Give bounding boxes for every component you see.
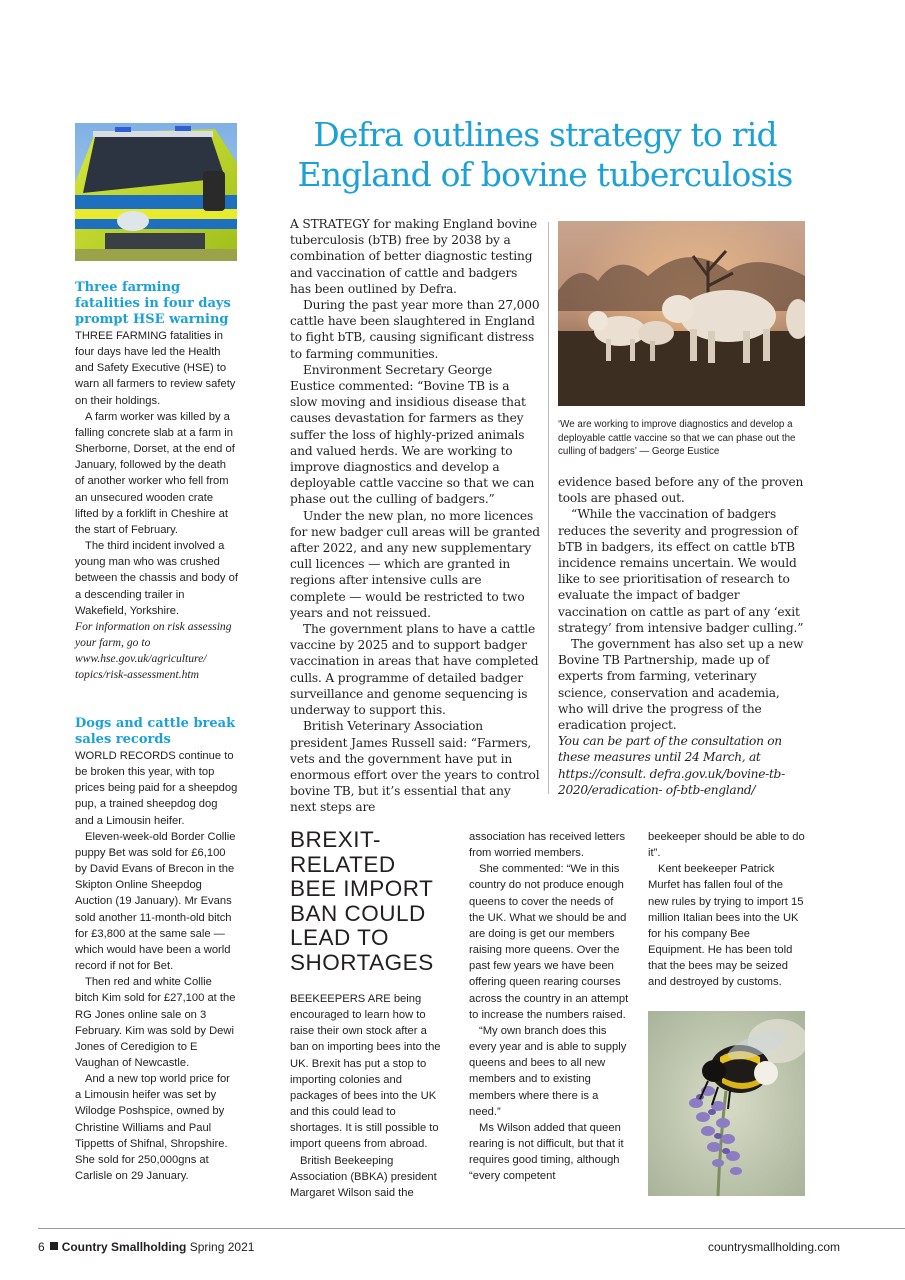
paragraph: The government has also set up a new Bovine TB Partnership, made up of experts from farming, veterinary science, conservation and academia, who will drive the progress of the eradication project. (558, 637, 804, 733)
paragraph: And a new top world price for a Limousin heifer was set by Wilodge Poshspice, owned by Christine Williams and Paul Tippetts of Shifnal, Shropshire. She sold for 250,000gns at Carlisle on 29 January. (75, 1073, 230, 1183)
paragraph: “While the vaccination of badgers reduces the severity and progression of bTB in badgers, its effect on cattle bTB incidence remains uncertain. We would like to see prioritisation of research to evaluate the impact of badger vaccination on cattle as part of any ‘exit strategy’ from intensive badger culling.” (558, 507, 804, 635)
paragraph: A farm worker was killed by a falling concrete slab at a farm in Sherborne, Dorset, at the end of January, followed by the death of another worker who fell from an unsecured wooden crate lifted by a forklift in Cheshire at the start of February. (75, 410, 235, 536)
paragraph: British Beekeeping Association (BBKA) president Margaret Wilson said the (290, 1154, 437, 1199)
paragraph: She commented: “We in this country do not produce enough queens to cover the needs of the UK. What we should be and are doing is get our members raising more queens. Over the past few years we have been offering queen rearing courses across the country in an attempt to increase the numbers raised. (469, 863, 629, 1021)
consultation-note: You can be part of the consultation on these measures until 24 March, at https://consult. defra.gov.uk/bovine-tb-2020/eradication- of-btb-england/ (558, 734, 785, 797)
ambulance-photo (75, 123, 237, 261)
paragraph: Eleven-week-old Border Collie puppy Bet was sold for £6,100 by David Evans of Brecon in the Skipton Online Sheepdog Auction (19 January). Mr Evans sold another 11-month-old bitch for £3,800 at the same sale — which would have been a world record if not for Bet. (75, 830, 236, 973)
paragraph: The third incident involved a young man who was crushed between the chassis and body of a descending trailer in Wakefield, Yorkshire. (75, 540, 238, 617)
paragraph: Kent beekeeper Patrick Murfet has fallen foul of the new rules by trying to import 15 million Italian bees into the UK for his company Bee Equipment. He has been told that the bees may be seized and destroyed by customs. (648, 863, 804, 989)
square-bullet-icon (50, 1242, 58, 1250)
paragraph: Environment Secretary George Eustice commented: “Bovine TB is a slow moving and insidious disease that causes devastation for farmers as they suffer the loss of highly-prized animals and valued herds. We are working to improve diagnostics and develop a deployable cattle vaccine so that we can phase out the culling of badgers.” (290, 362, 535, 507)
sidebar-column (75, 280, 238, 683)
sidebar-story1-body (75, 328, 238, 619)
main-story-column-2 (558, 474, 808, 798)
paragraph: WORLD RECORDS continue to be broken this year, with top prices being paid for a sheepdog pup, a trained sheepdog dog and a Limousin heifer. (75, 750, 238, 827)
sidebar-story2-body (75, 748, 238, 1184)
paragraph: British Veterinary Association president James Russell said: “Farmers, vets and the government have put in enormous effort over the years to control bovine TB, but it’s essential that any next steps are (290, 719, 540, 815)
page-title: Defra outlines strategy to rid England of bovine tuberculosis (297, 115, 793, 194)
paragraph: Then red and white Collie bitch Kim sold for £27,100 at the RG Jones online sale on 3 February. Kim was sold by Dewi Jones of Ceredigion to E Vaughan of Newcastle. (75, 976, 236, 1069)
bee-story-column-3 (648, 829, 806, 991)
photo-caption: ‘We are working to improve diagnostics and develop a deployable cattle vaccine so that we can phase out the culling of badgers’ — George Eustice (558, 419, 796, 458)
footer-folio (38, 1240, 254, 1254)
sidebar-story1-headline: Three farming fatalities in four days prompt HSE warning (75, 280, 231, 327)
bumblebee-photo (648, 1011, 805, 1196)
paragraph: association has received letters from worried members. (469, 831, 626, 860)
paragraph: Ms Wilson added that queen rearing is not difficult, but that it requires good timing, although “every competent (469, 1121, 624, 1183)
paragraph: During the past year more than 27,000 cattle have been slaughtered in England to fight bTB, causing significant distress to farming communities. (290, 298, 540, 361)
cattle-photo (558, 221, 805, 406)
magazine-name: Country Smallholding (61, 1240, 187, 1254)
footer-rule (38, 1228, 905, 1229)
main-story-column-1 (290, 216, 540, 816)
paragraph: THREE FARMING fatalities in four days have led the Health and Safety Executive (HSE) to warn all farmers to review safety on their holdings. (75, 330, 236, 407)
paragraph: beekeeper should be able to do it”. (648, 831, 805, 860)
bee-story-column-1 (290, 991, 445, 1201)
sidebar-story2-headline: Dogs and cattle break sales records (75, 716, 236, 747)
paragraph: Under the new plan, no more licences for new badger cull areas will be granted after 2022, and any new supplementary cull licences — which are granted in regions after intensive culls are complete — would be restricted to two years and not reissued. (290, 508, 540, 620)
paragraph: BEEKEEPERS ARE being encouraged to learn how to raise their own stock after a ban on importing bees into the UK. Brexit has put a stop to importing colonies and packages of bees into the UK and this could lead to shortages. It is still possible to import queens from abroad. (290, 993, 441, 1151)
column-divider (548, 222, 549, 794)
paragraph: “My own branch does this every year and is able to supply queens and bees to all new members and to existing members where there is a need.” (469, 1024, 627, 1118)
sidebar-story1-note: For information on risk assessing your farm, go to www.hse.gov.uk/agriculture/ topics/risk-assessment.htm (75, 619, 232, 682)
bee-story-headline: BREXIT-RELATED BEE IMPORT BAN COULD LEAD TO SHORTAGES (290, 827, 434, 975)
paragraph: evidence based before any of the proven tools are phased out. (558, 475, 804, 506)
page-number: 6 (38, 1240, 45, 1254)
issue-label: Spring 2021 (189, 1240, 255, 1254)
paragraph: A STRATEGY for making England bovine tuberculosis (bTB) free by 2038 by a combination of better diagnostic testing and vaccination of cattle and badgers has been outlined by Defra. (290, 217, 537, 296)
bee-story-column-2 (469, 829, 629, 1184)
website-url: countrysmallholding.com (707, 1240, 840, 1254)
paragraph: The government plans to have a cattle vaccine by 2025 and to support badger vaccination in areas that have completed culls. A programme of detailed badger surveillance and genome sequencing is underway to support this. (290, 622, 539, 718)
sidebar-story2 (75, 716, 238, 1184)
